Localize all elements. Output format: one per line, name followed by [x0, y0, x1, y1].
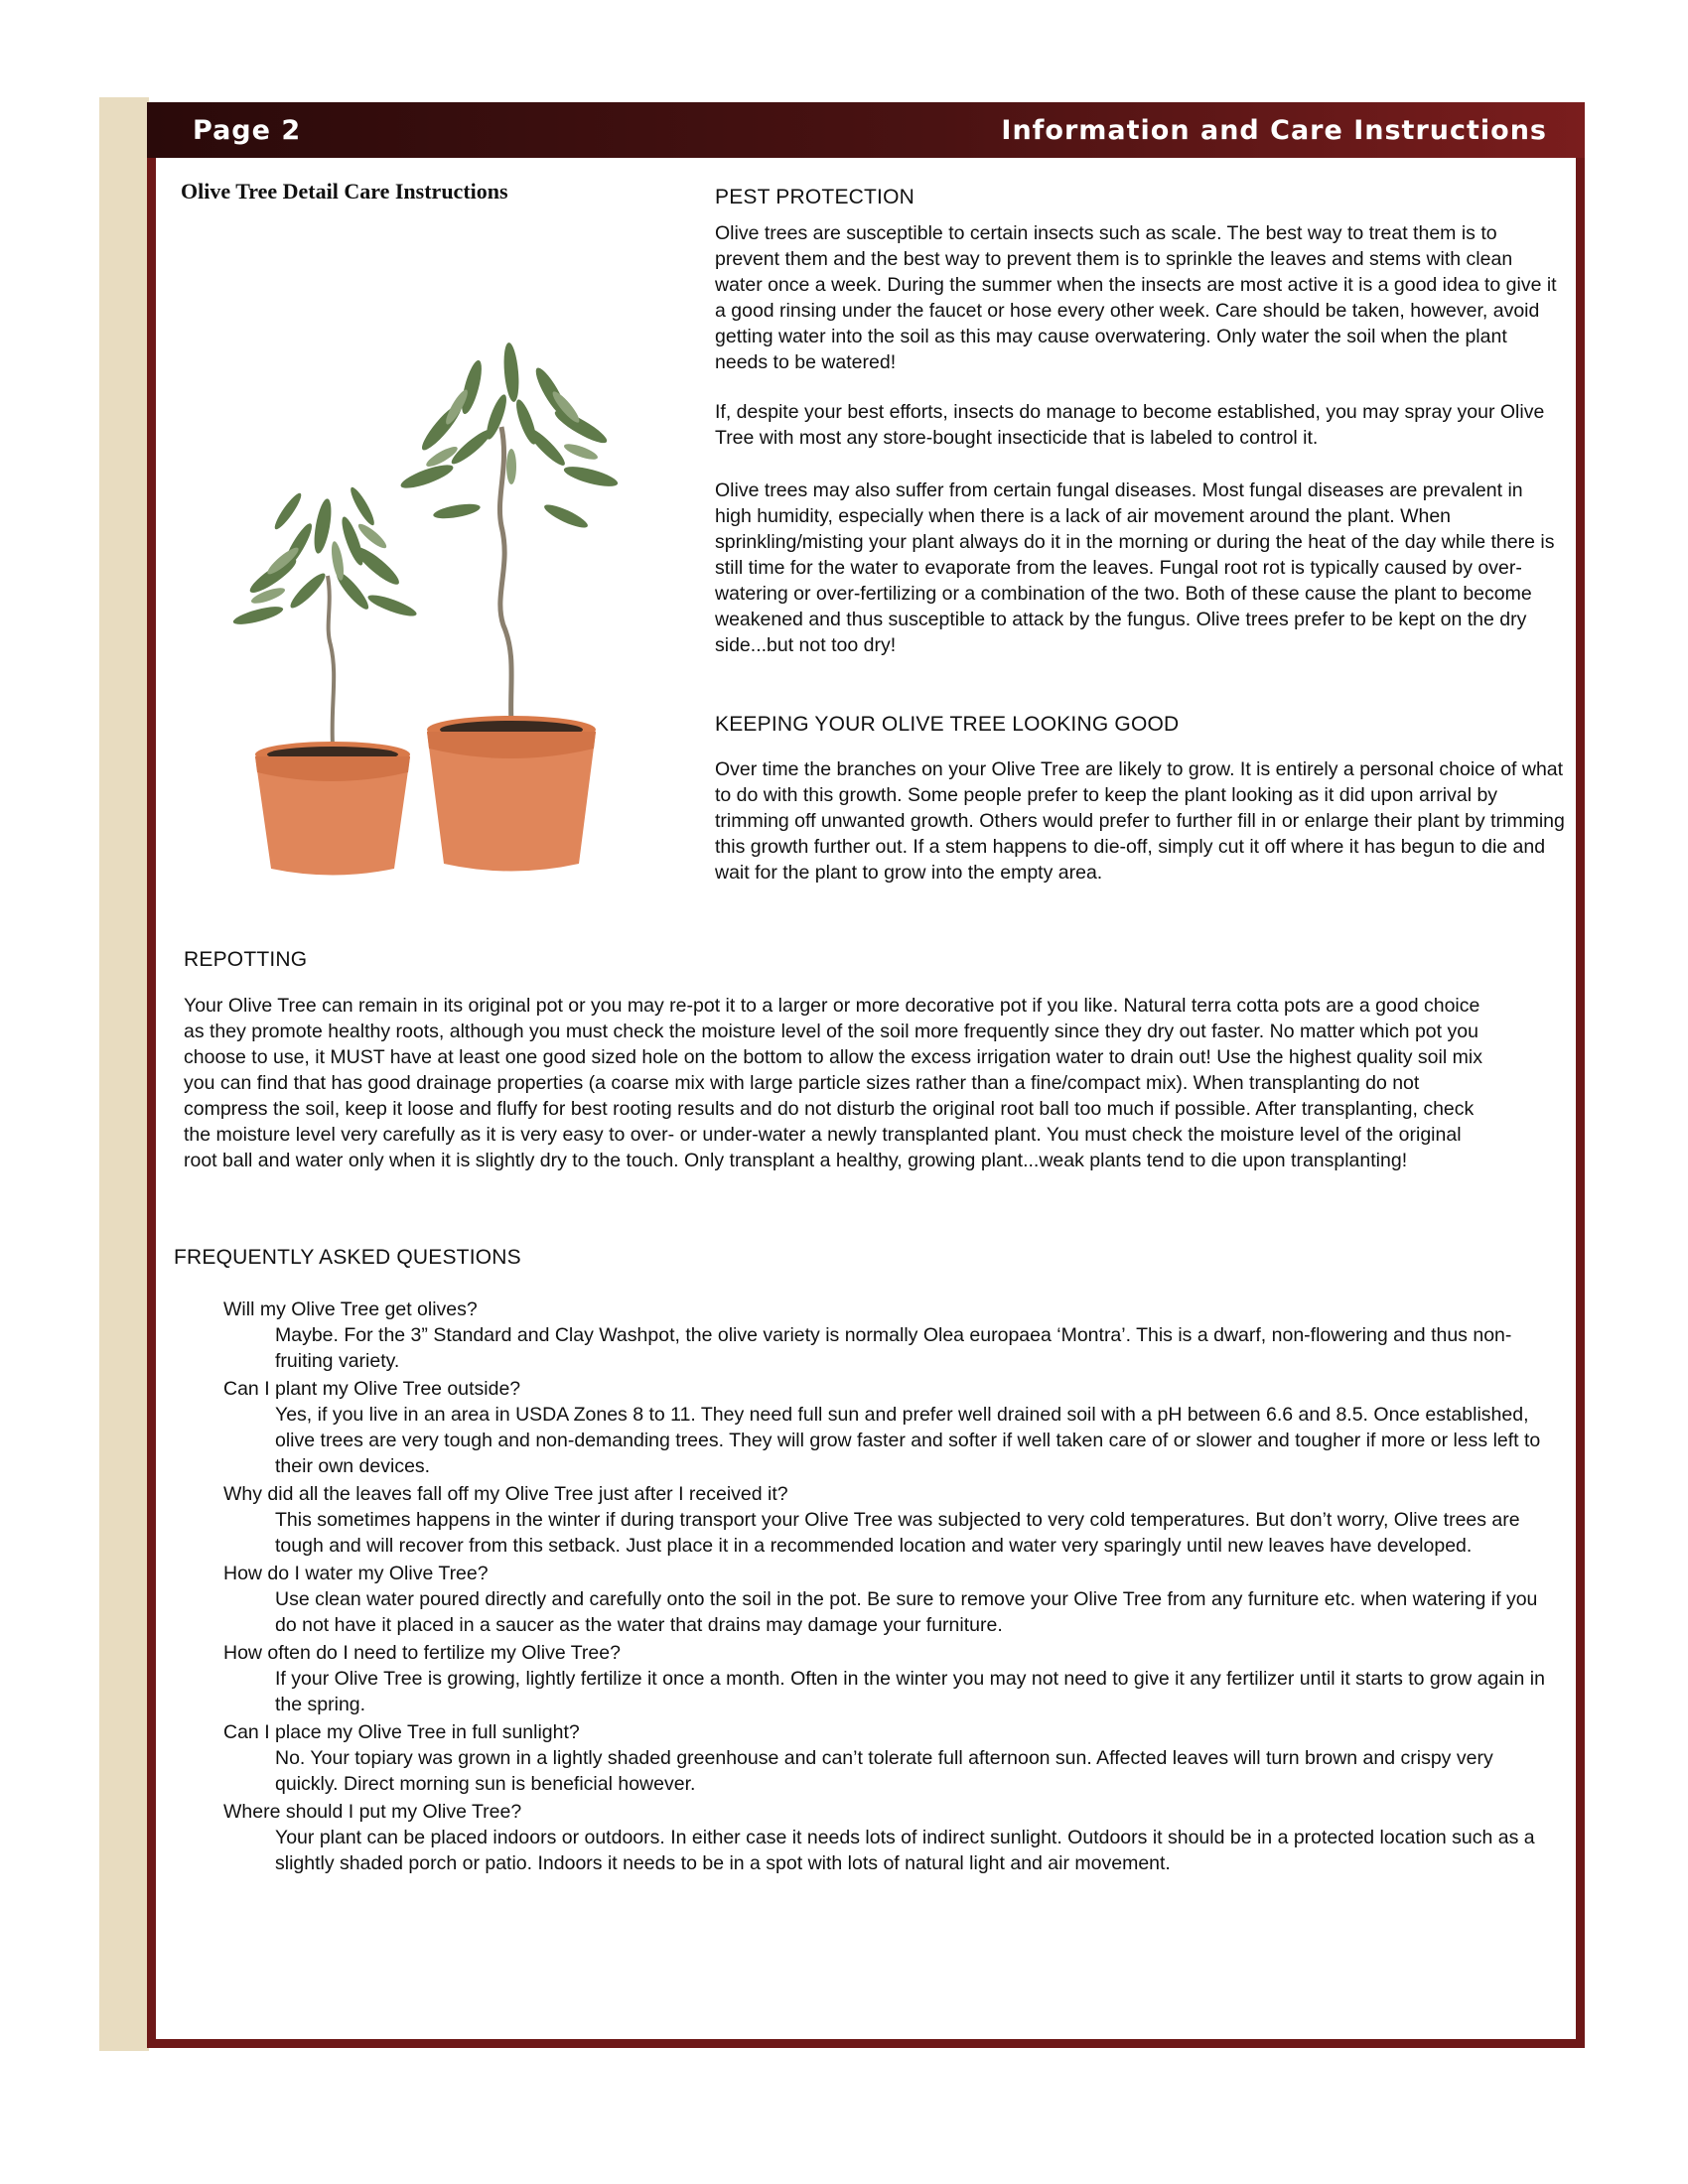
pest-protection-paragraph-1: Olive trees are susceptible to certain insects such as scale. The best way to treat them is to prevent them and the best way to prevent them is to sprinkle the leaves and stems with clean water once a week. During the summer when the insects are most active it is a good idea to give it a good rinsing under the faucet or hose every other week. Care should be taken, however, avoid getting water into the soil as this may cause overwatering. Only water the soil when the plant needs to be watered!: [715, 222, 1557, 373]
faq-answer: Use clean water poured directly and carefully onto the soil in the pot. Be sure to remove your Olive Tree from any furniture etc. when watering if you do not have it placed in a saucer as the water that drains may damage your furniture.: [275, 1588, 1538, 1636]
header-bar: [147, 102, 1585, 158]
pest-protection-paragraph-3: Olive trees may also suffer from certain fungal diseases. Most fungal diseases are prevalent in high humidity, especially when there is a lack of air movement around the plant. When sprinkling/misting your plant always do it in the morning or during the heat of the day while there is still time for the water to evaporate from the leaves. Fungal root rot is typically caused by over-watering or over-fertilizing or a combination of the two. Both of these cause the plant to become weakened and thus susceptible to attack by the fungus. Olive trees prefer to be kept on the dry side...but not too dry!: [715, 479, 1555, 656]
pest-protection-paragraph-2: If, despite your best efforts, insects do manage to become established, you may spray your Olive Tree with most any store-bought insecticide that is labeled to control it.: [715, 401, 1545, 449]
repotting-paragraph: Your Olive Tree can remain in its original pot or you may re-pot it to a larger or more decorative pot if you like. Natural terra cotta pots are a good choice as they promote healthy roots, although you must check the moisture level of the soil more frequently since they dry out faster. No matter which pot you choose to use, it MUST have at least one good sized hole on the bottom to allow the excess irrigation water to drain out! Use the highest quality soil mix you can find that has good drainage properties (a coarse mix with large particle sizes rather than a fine/compact mix). When transplanting do not compress the soil, keep it loose and fluffy for best rooting results and do not disturb the original root ball too much if possible. After transplanting, check the moisture level very carefully as it is very easy to over- or under-water a newly transplanted plant. You must check the moisture level of the original root ball and water only when it is slightly dry to the touch. Only transplant a healthy, growing plant...weak plants tend to die upon transplanting!: [184, 995, 1482, 1171]
faq-question: Why did all the leaves fall off my Olive Tree just after I received it?: [223, 1483, 788, 1505]
repotting-heading: REPOTTING: [184, 948, 308, 971]
keeping-good-paragraph: Over time the branches on your Olive Tree are likely to grow. It is entirely a personal choice of what to do with this growth. Some people prefer to keep the plant looking as it did upon arrival by trimming off unwanted growth. Others would prefer to further fill in or enlarge their plant by trimming this growth further out. If a stem happens to die-off, simply cut it off where it has begun to die and wait for the plant to grow into the empty area.: [715, 758, 1565, 884]
page-label: Page 2: [193, 114, 302, 146]
faq-question: How do I water my Olive Tree?: [223, 1563, 489, 1584]
faq-answer: No. Your topiary was grown in a lightly shaded greenhouse and can’t tolerate full afternoon sun. Affected leaves will turn brown and crispy very quickly. Direct morning sun is beneficial however.: [275, 1747, 1493, 1795]
decorative-side-strip: [99, 97, 149, 2051]
keeping-good-heading: KEEPING YOUR OLIVE TREE LOOKING GOOD: [715, 713, 1180, 736]
faq-heading: FREQUENTLY ASKED QUESTIONS: [174, 1246, 521, 1269]
pest-protection-heading: PEST PROTECTION: [715, 186, 914, 208]
faq-answer: This sometimes happens in the winter if during transport your Olive Tree was subjected to very cold temperatures. But don’t worry, Olive trees are tough and will recover from this setback. Just place it in a recommended location and water very sparingly until new leaves have developed.: [275, 1509, 1520, 1557]
faq-question: Can I plant my Olive Tree outside?: [223, 1378, 521, 1400]
olive-trees-image: [213, 328, 650, 884]
faq-answer: Yes, if you live in an area in USDA Zones 8 to 11. They need full sun and prefer well drained soil with a pH between 6.6 and 8.5. Once established, olive trees are very tough and non-demanding trees. They will grow faster and softer if well taken care of or slower and tougher if more or less left to their own devices.: [275, 1404, 1541, 1477]
section-label: Information and Care Instructions: [1001, 114, 1547, 146]
faq-answer: If your Olive Tree is growing, lightly fertilize it once a month. Often in the winter you may not need to give it any fertilizer until it starts to grow again in the spring.: [275, 1668, 1545, 1715]
faq-list: [223, 1297, 1554, 1878]
page-title: Olive Tree Detail Care Instructions: [181, 179, 508, 204]
faq-question: Will my Olive Tree get olives?: [223, 1298, 478, 1320]
faq-question: How often do I need to fertilize my Olive Tree?: [223, 1642, 621, 1664]
faq-answer: Maybe. For the 3” Standard and Clay Washpot, the olive variety is normally Olea europaea ‘Montra’. This is a dwarf, non-flowering and thus non-fruiting variety.: [275, 1324, 1512, 1372]
faq-question: Can I place my Olive Tree in full sunlight?: [223, 1721, 580, 1743]
faq-answer: Your plant can be placed indoors or outdoors. In either case it needs lots of indirect sunlight. Outdoors it should be in a protected location such as a slightly shaded porch or patio. Indoors it needs to be in a spot with lots of natural light and air movement.: [275, 1827, 1535, 1874]
faq-question: Where should I put my Olive Tree?: [223, 1801, 522, 1823]
